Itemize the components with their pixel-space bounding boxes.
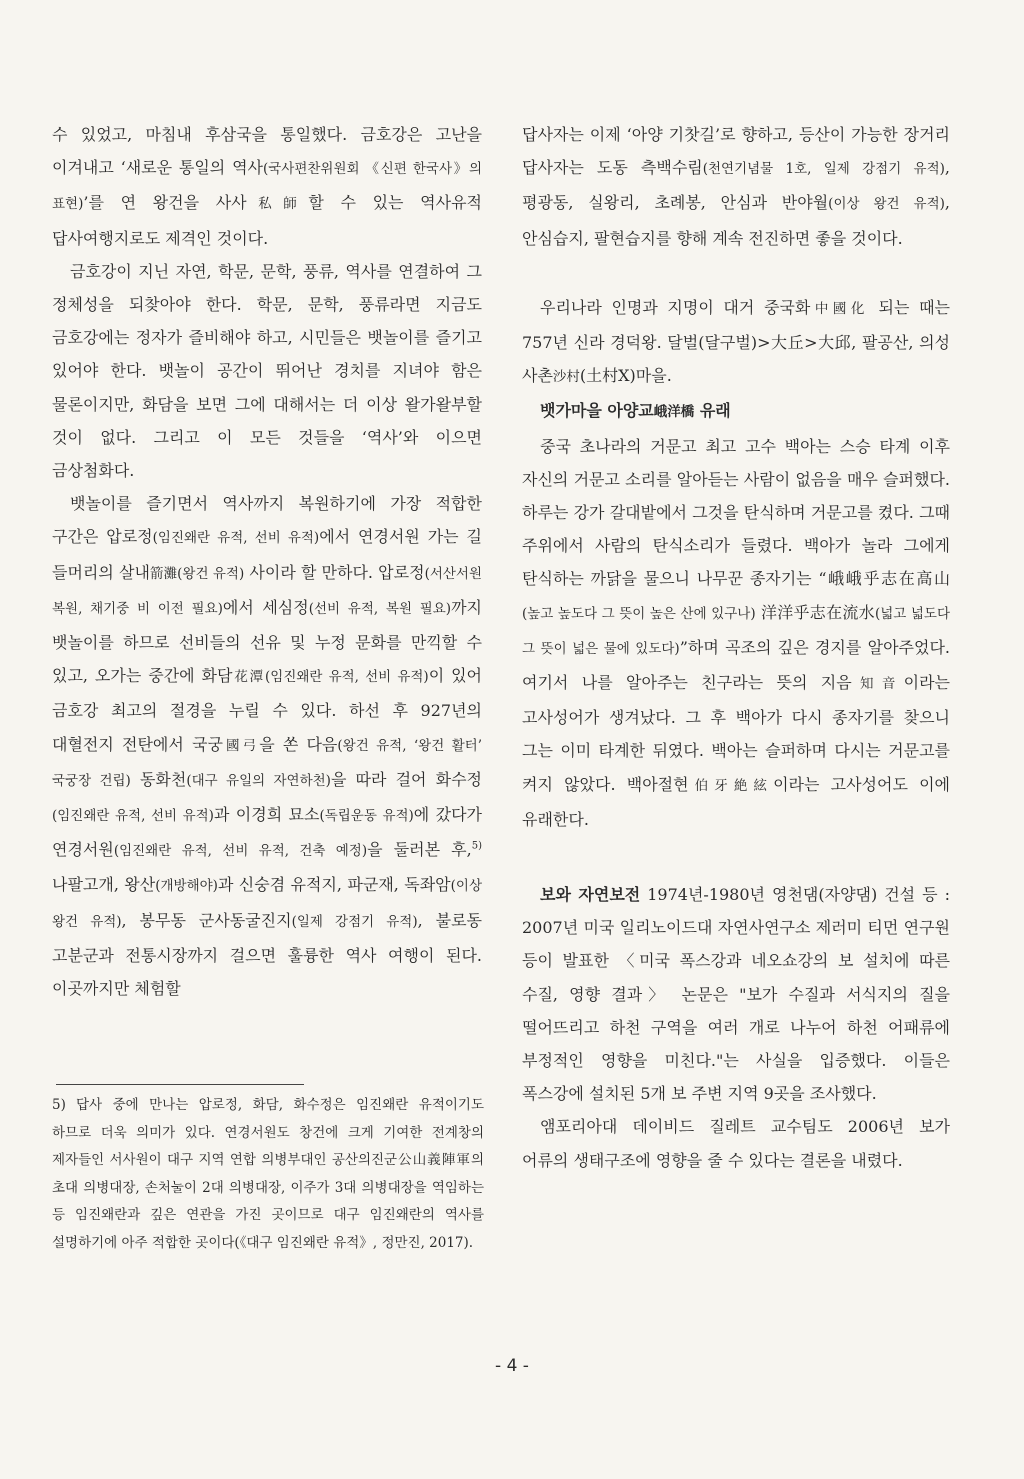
footnote-divider (56, 1084, 304, 1085)
section-lead-bo: 보와 자연보전 (540, 885, 641, 905)
right-column (522, 118, 950, 1177)
right-paragraph-4: 보와 자연보전 1974년-1980년 영천댐(자양댐) 건설 등 : 2007년 미국 일리노이드대 자연사연구소 제러미 티먼 연구원 등이 발표한 〈미국 폭스강과 네오쇼강의 보 설치에 따른 수질, 영향 결과〉 논문은 "보가 수질과 서식지의 질을 떨어뜨리고 하천 구역을 여러 개로 나누어 하천 어패류에 부정적인 영향을 미친다."는 사실을 입증했다. 이들은 폭스강에 설치된 5개 보 주변 지역 9곳을 조사했다. (522, 885, 950, 1104)
right-paragraph-5: 앰포리아대 데이비드 질레트 교수팀도 2006년 보가 어류의 생태구조에 영향을 줄 수 있다는 결론을 내렸다. (522, 1117, 950, 1170)
page-number: - 4 - (495, 1356, 529, 1376)
left-column (52, 118, 482, 1005)
right-paragraph-2: 우리나라 인명과 지명이 대거 중국화中國化 되는 때는 757년 신라 경덕왕. 달벌(달구벌)>大丘>大邱, 팔공산, 의성 사촌沙村(土村X)마을. (522, 297, 950, 386)
left-paragraph-2: 금호강이 지닌 자연, 학문, 문학, 풍류, 역사를 연결하여 그 정체성을 되찾아야 한다. 학문, 문학, 풍류라면 지금도 금호강에는 정자가 즐비해야 하고, 시민들은 뱃놀이를 즐기고 있어야 한다. 뱃놀이 공간이 뛰어난 경치를 지녀야 함은 물론이지만, 화담을 보면 그에 대해서는 더 이상 왈가왈부할 것이 없다. 그리고 이 모든 것들을 ‘역사’와 이으면 금상첨화다. (52, 261, 482, 481)
section-heading-ayanggyo: 뱃가마을 아양교峨洋橋 유래 (540, 401, 731, 421)
footnote-5: 5) 답사 중에 만나는 압로정, 화담, 화수정은 임진왜란 유적이기도 하므로 더욱 의미가 있다. 연경서원도 창건에 크게 기여한 전계창의 제자들인 서사원이 대구 지역 연합 의병부대인 공산의진군公山義陣軍의 초대 의병대장, 손처눌이 2대 의병대장, 이주가 3대 의병대장을 역임하는 등 임진왜란과 깊은 연관을 가진 곳이므로 대구 임진왜란의 역사를 설명하기에 아주 적합한 곳이다(《대구 임진왜란 유적》, 정만진, 2017). (52, 1092, 484, 1258)
footnote-number: 5) (52, 1097, 66, 1113)
paragraph-gap (522, 836, 950, 878)
paragraph-gap (522, 255, 950, 291)
right-paragraph-3: 중국 초나라의 거문고 최고 고수 백아는 스승 타계 이후 자신의 거문고 소리를 알아듣는 사람이 없음을 매우 슬퍼했다. 하루는 강가 갈대밭에서 그것을 탄식하며 거문고를 켰다. 그때 주위에서 사람의 탄식소리가 들렸다. 백아가 놀라 그에게 탄식하는 까닭을 물으니 나무꾼 종자기는 “峨峨乎志在高山(높고 높도다 그 뜻이 높은 산에 있구나) 洋洋乎志在流水(넓고 넓도다 그 뜻이 넓은 물에 있도다)”하며 곡조의 깊은 경지를 알아주었다. 여기서 나를 알아주는 친구라는 뜻의 지음知音이라는 고사성어가 생겨났다. 그 후 백아가 다시 종자기를 찾으니 그는 이미 타계한 뒤였다. 백아는 슬퍼하며 다시는 거문고를 켜지 않았다. 백아절현伯牙絶絃이라는 고사성어도 이에 유래한다. (522, 436, 951, 829)
footnote-ref-5[interactable]: 5) (471, 840, 482, 852)
left-paragraph-3: 뱃놀이를 즐기면서 역사까지 복원하기에 가장 적합한 구간은 압로정(임진왜란 유적, 선비 유적)에서 연경서원 가는 길 들머리의 살내箭灘(왕건 유적) 사이라 할 만하다. 압로정(서산서원 복원, 채기중 비 이전 필요)에서 세심정(선비 유적, 복원 필요)까지 뱃놀이를 하므로 선비들의 선유 및 누정 문화를 만끽할 수 있고, 오가는 중간에 화담花潭(임진왜란 유적, 선비 유적)이 있어 금호강 최고의 절경을 누릴 수 있다. 하선 후 927년의 대혈전지 전탄에서 국궁國弓을 쏜 다음(왕건 유적, ‘왕건 활터’ 국궁장 건립) 동화천(대구 유일의 자연하천)을 따라 걸어 화수정(임진왜란 유적, 선비 유적)과 이경희 묘소(독립운동 유적)에 갔다가 연경서원(임진왜란 유적, 선비 유적, 건축 예정)을 둘러본 후,$^{5)}$ 나팔고개, 왕산(개방해야)과 신숭겸 유적지, 파군재, 독좌암(이상 왕건 유적), 봉무동 군사동굴진지(일제 강점기 유적), 불로동 고분군과 전통시장까지 걸으면 훌륭한 역사 여행이 된다. 이곳까지만 체험할 (52, 494, 483, 999)
right-paragraph-1: 답사자는 이제 ‘아양 기찻길’로 향하고, 등산이 가능한 장거리 답사자는 도동 측백수림(천연기념물 1호, 일제 강점기 유적), 평광동, 실왕리, 초례봉, 안심과 반야월(이상 왕건 유적), 안심습지, 팔현습지를 향해 계속 전진하면 좋을 것이다. (522, 125, 950, 248)
left-paragraph-1: 수 있었고, 마침내 후삼국을 통일했다. 금호강은 고난을 이겨내고 ‘새로운 통일의 역사(국사편찬위원회 《신편 한국사》의 표현)’를 연 왕건을 사사私師할 수 있는 역사유적 답사여행지로도 제격인 것이다. (52, 125, 482, 248)
